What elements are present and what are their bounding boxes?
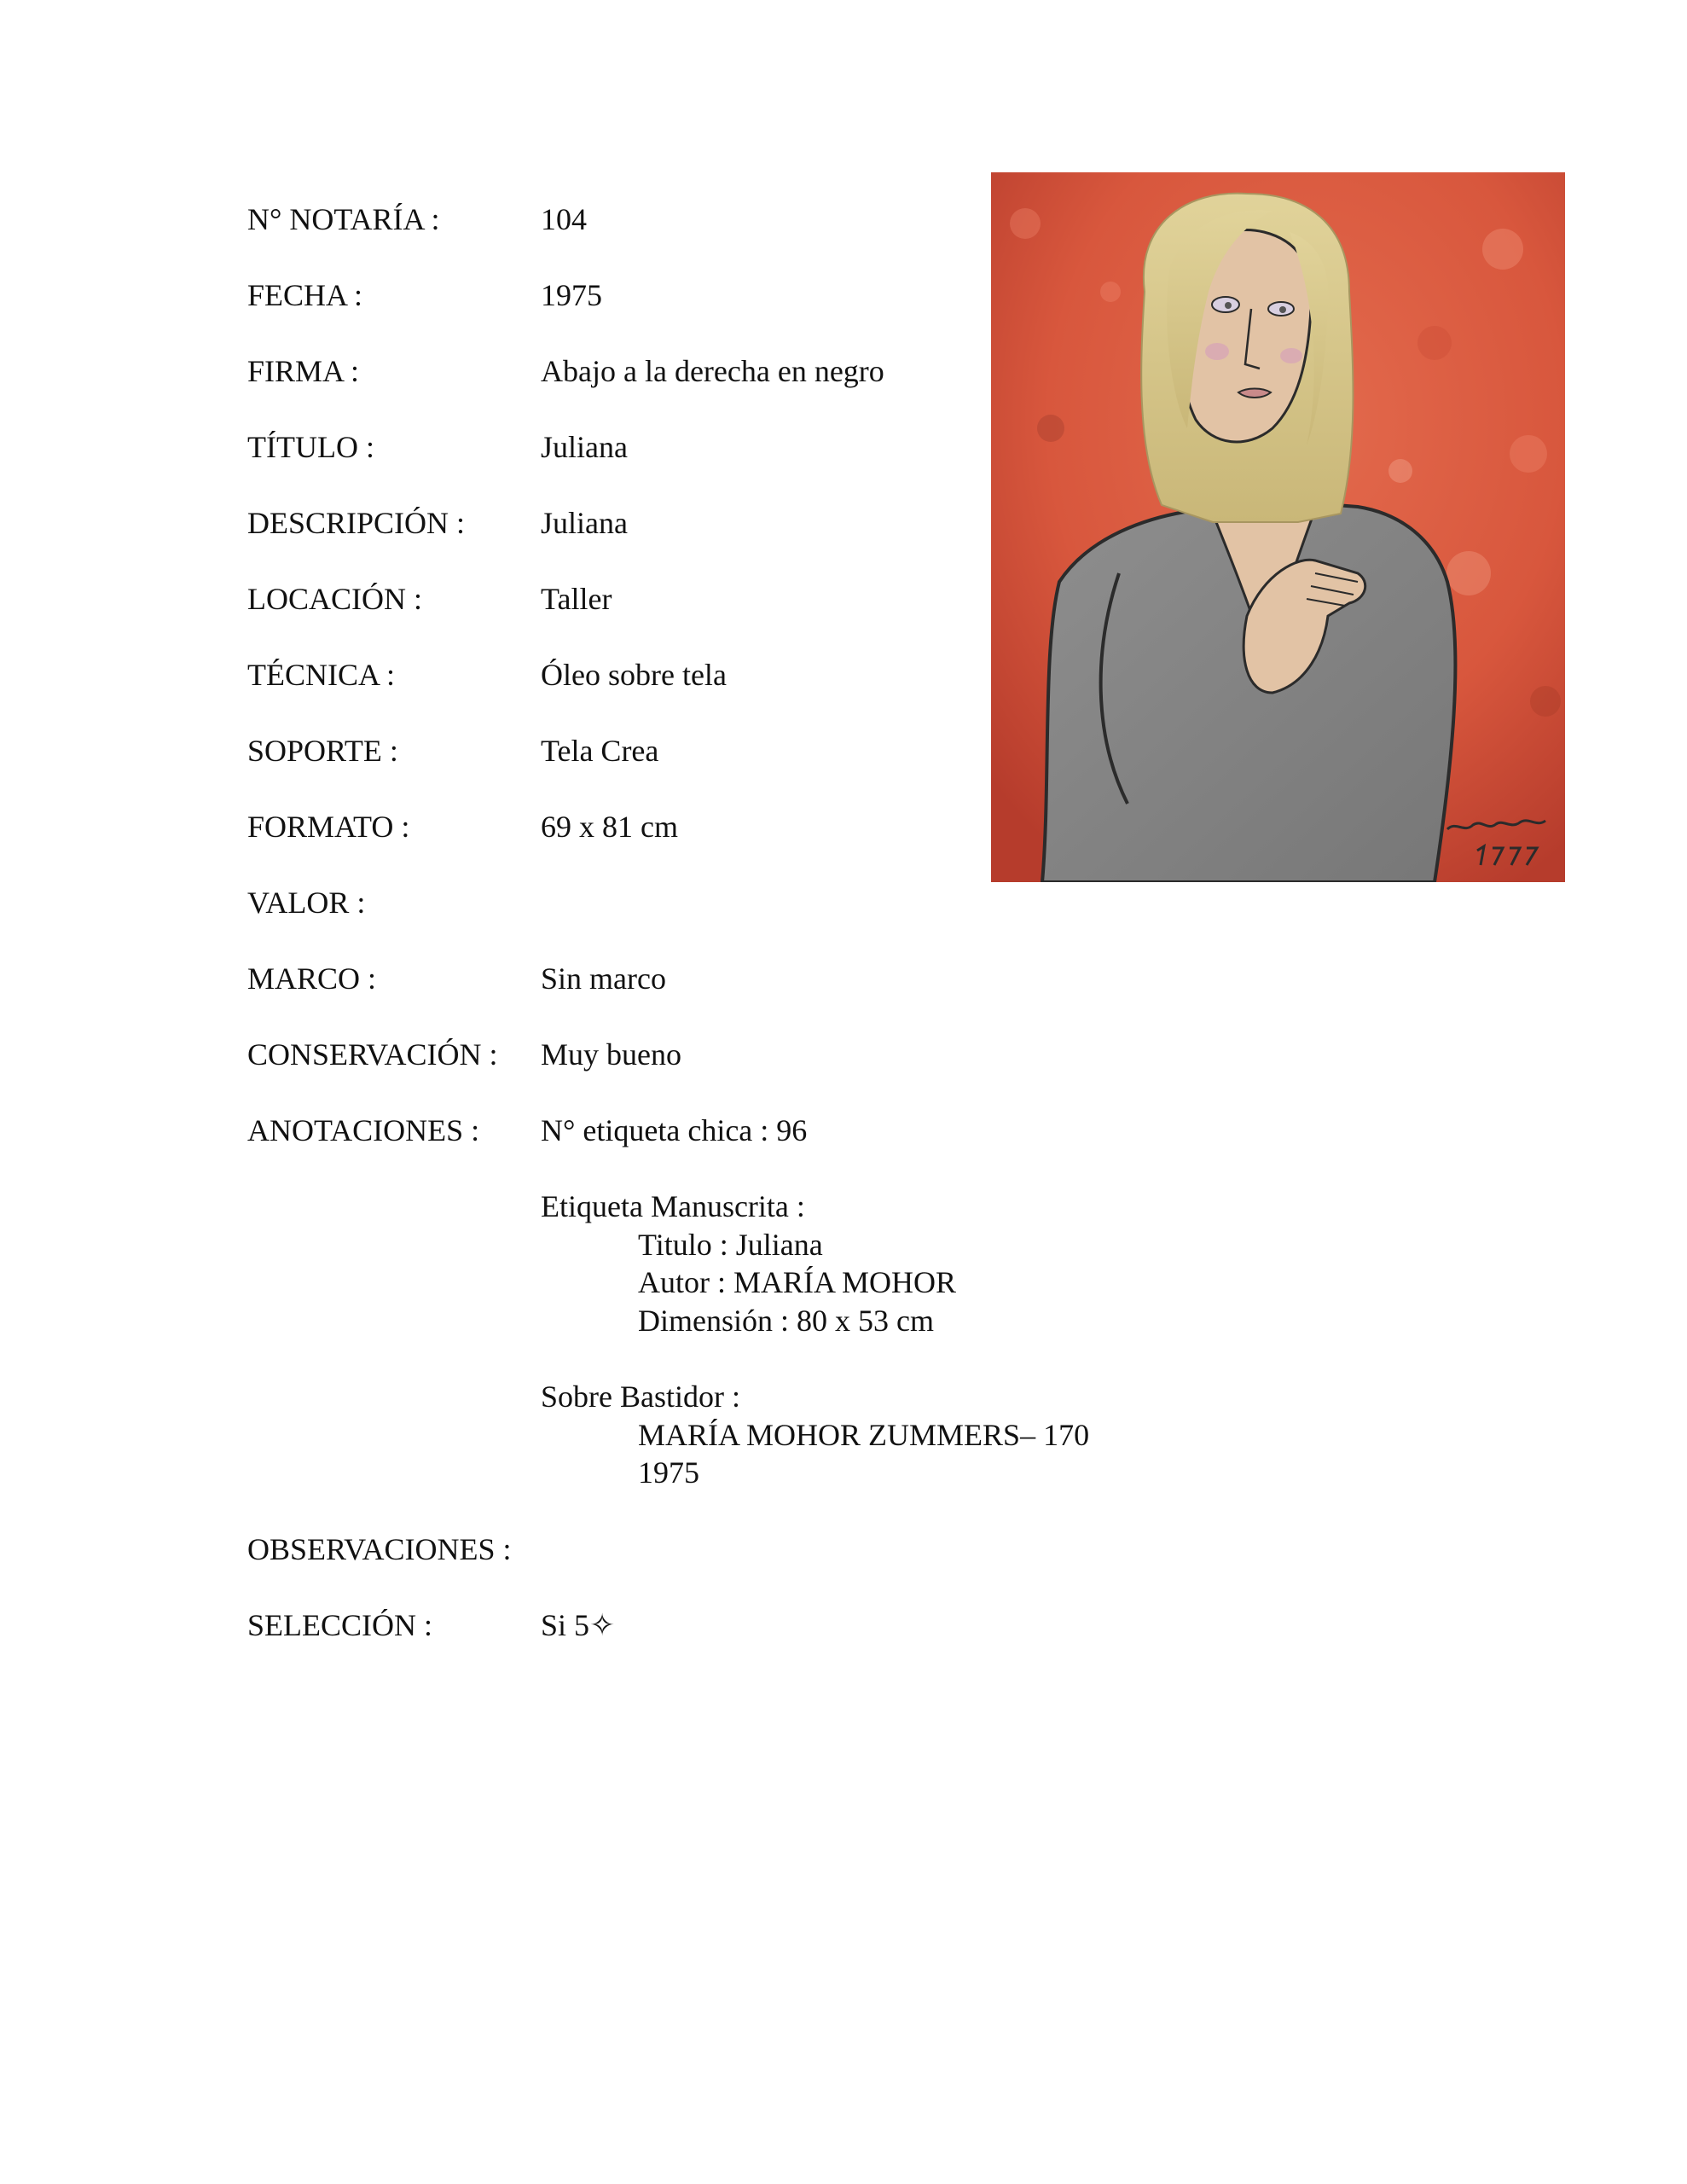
fecha-label: FECHA : — [247, 278, 363, 312]
anotaciones-label: ANOTACIONES : — [247, 1113, 480, 1147]
locacion-value: Taller — [541, 582, 612, 616]
conservacion-value: Muy bueno — [541, 1037, 681, 1072]
valor-label: VALOR : — [247, 886, 366, 920]
stretcher-heading: Sobre Bastidor : — [541, 1380, 740, 1414]
anotaciones-value: N° etiqueta chica : 96 — [541, 1113, 808, 1147]
stretcher-line: 1975 — [638, 1455, 699, 1490]
seleccion-value: Si 5✧ — [541, 1608, 616, 1642]
field-observaciones — [0, 1528, 1687, 1571]
locacion-label: LOCACIÓN : — [247, 582, 422, 616]
firma-label: FIRMA : — [247, 354, 360, 388]
marco-value: Sin marco — [541, 961, 666, 996]
seleccion-label: SELECCIÓN : — [247, 1608, 433, 1642]
descripcion-label: DESCRIPCIÓN : — [247, 506, 466, 540]
field-seleccion — [0, 1604, 1687, 1647]
soporte-label: SOPORTE : — [247, 734, 398, 768]
field-anotaciones — [0, 1109, 1687, 1152]
notaria-label: N° NOTARÍA : — [247, 202, 440, 236]
tecnica-label: TÉCNICA : — [247, 658, 396, 692]
conservacion-label: CONSERVACIÓN : — [247, 1037, 498, 1072]
formato-label: FORMATO : — [247, 810, 410, 844]
field-conservacion — [0, 1033, 1687, 1076]
titulo-value: Juliana — [541, 430, 628, 464]
firma-value: Abajo a la derecha en negro — [541, 354, 884, 388]
painting-mouth — [1238, 389, 1271, 398]
marco-label: MARCO : — [247, 961, 377, 996]
titulo-label: TÍTULO : — [247, 430, 374, 464]
handwritten-label-line: Autor : MARÍA MOHOR — [638, 1265, 957, 1299]
handwritten-label-line: Titulo : Juliana — [638, 1228, 823, 1262]
painting-portrait — [991, 172, 1565, 882]
observaciones-label: OBSERVACIONES : — [247, 1532, 512, 1566]
descripcion-value: Juliana — [541, 506, 628, 540]
painting-image — [991, 172, 1565, 882]
fecha-value: 1975 — [541, 278, 602, 312]
soporte-value: Tela Crea — [541, 734, 659, 768]
field-valor — [0, 881, 1687, 924]
field-marco — [0, 957, 1687, 1000]
formato-value: 69 x 81 cm — [541, 810, 678, 844]
handwritten-label-heading: Etiqueta Manuscrita : — [541, 1189, 805, 1223]
tecnica-value: Óleo sobre tela — [541, 658, 727, 692]
stretcher-line: MARÍA MOHOR ZUMMERS– 170 — [638, 1418, 1090, 1452]
notaria-value: 104 — [541, 202, 587, 236]
handwritten-label-line: Dimensión : 80 x 53 cm — [638, 1304, 934, 1338]
